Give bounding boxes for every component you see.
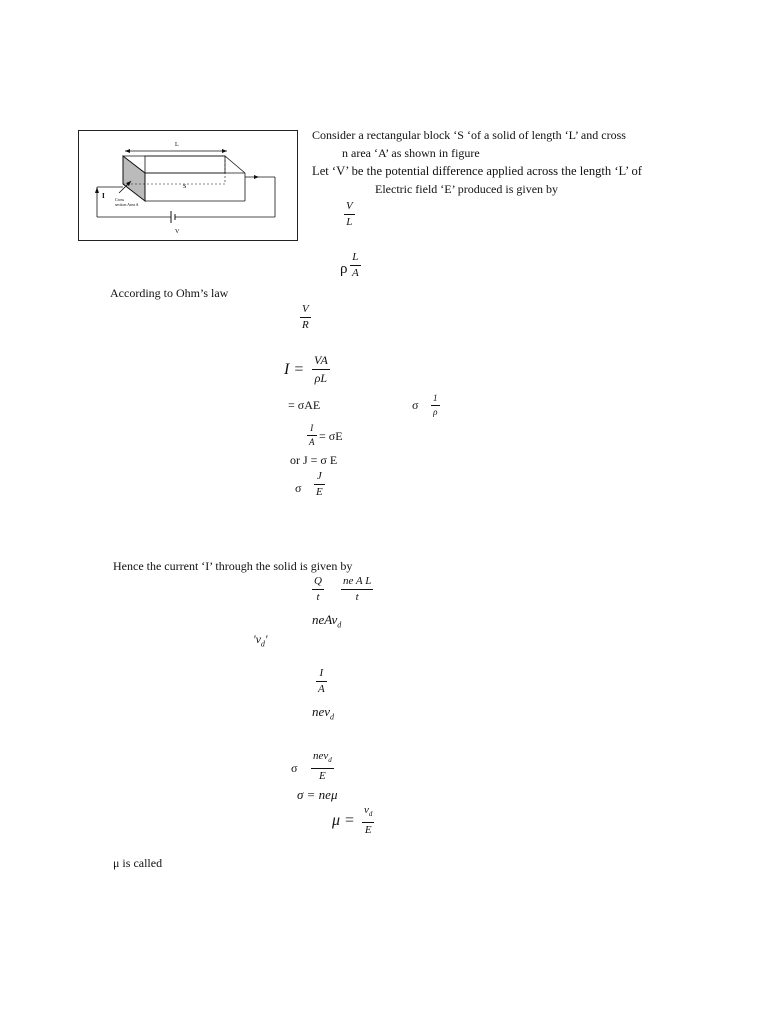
eq-i-lhs: I = (284, 361, 305, 378)
eq-v-over-r-den: R (302, 319, 309, 331)
eq-one-over-rho (431, 393, 440, 418)
eq-sigma-ae: = σAE (288, 398, 321, 412)
paragraph-line-2: n area ‘A’ as shown in figure (342, 146, 480, 160)
figure-rectangular-block (78, 130, 298, 241)
eq-one-num: 1 (433, 393, 438, 403)
eq-l-over-a-den: A (352, 267, 359, 279)
eq-i-over-a-den: A (309, 437, 315, 447)
eq-nevd (312, 704, 334, 722)
eq-neal-over-t (341, 575, 373, 604)
eq-sigma-symbol-2: σ (295, 481, 302, 495)
eq-v-over-l (344, 200, 355, 229)
paragraph-line-1: Consider a rectangular block ‘S ‘of a solid of length ‘L’ and cross (312, 128, 626, 142)
eq-e3-den: E (364, 824, 372, 837)
eq-vd-num-sub: d (368, 810, 373, 819)
label-V: V (175, 229, 180, 235)
eq-l-over-a-num: L (352, 251, 359, 263)
paragraph-line-4: Electric field ‘E’ produced is given by (375, 182, 559, 196)
eq-t2-den: t (355, 591, 359, 603)
eq-vd-text: 'v (253, 632, 261, 646)
eq-j-num: J (316, 470, 322, 482)
eq-v-over-l-den: L (346, 216, 353, 228)
ohm-law-text: According to Ohm’s law (110, 286, 229, 300)
eq-rhol-den: ρL (314, 371, 328, 385)
hence-text: Hence the current ‘I’ through the solid is given by (113, 559, 353, 573)
eq-va-num: VA (314, 353, 328, 367)
eq-neal-num: ne A L (343, 575, 372, 587)
eq-i-over-a-num: I (310, 423, 314, 433)
eq-t-den: t (316, 591, 320, 603)
label-cross-2: section Area A (115, 202, 139, 207)
eq-v-over-l-num: V (346, 200, 353, 212)
eq-neavd (312, 612, 341, 630)
eq-neavd-text: neAv (312, 612, 338, 627)
eq-vd-over-e (362, 804, 374, 837)
label-cross-1: Cross (115, 197, 125, 202)
eq-i2-num: I (319, 667, 324, 679)
eq-va-over-rhol (312, 353, 330, 386)
eq-sigma-nemu: σ = neμ (297, 787, 338, 802)
label-I: I (102, 192, 105, 200)
eq-vd-tail: ' (264, 632, 268, 646)
eq-j-sigma-e: or J = σ E (290, 453, 338, 467)
block-diagram (79, 131, 299, 242)
eq-nevd-sub: d (330, 712, 335, 722)
eq-nevd-over-e (311, 750, 334, 783)
eq-a2-den: A (318, 683, 325, 695)
eq-sigma-symbol-1: σ (412, 398, 419, 412)
eq-rho-symbol: ρ (340, 261, 348, 277)
eq-nevd-num-sub: d (328, 756, 332, 765)
eq-vd-num-text: v (364, 804, 369, 816)
eq-neavd-sub: d (337, 620, 342, 630)
eq-q-num: Q (314, 575, 322, 587)
eq-v-over-r (300, 303, 311, 332)
eq-e2-den: E (319, 770, 326, 783)
eq-i-over-a-2 (316, 667, 327, 696)
eq-v-over-r-num: V (302, 303, 309, 315)
eq-vd-sub: d (260, 639, 265, 649)
eq-vd-quoted (253, 632, 267, 648)
eq-rho-den: ρ (433, 407, 438, 417)
eq-nevd-num-text: nev (313, 750, 329, 762)
eq-i-over-a (307, 423, 317, 448)
eq-vd-num (362, 804, 374, 821)
label-S: S (183, 184, 187, 190)
eq-q-over-t (312, 575, 324, 604)
eq-j-over-e (314, 470, 325, 499)
eq-sigma-symbol-3: σ (291, 761, 298, 775)
eq-nevd-text: nev (312, 704, 331, 719)
eq-mu-lhs: μ = (332, 812, 355, 829)
mu-called-text: μ is called (113, 856, 163, 870)
eq-e-den: E (316, 486, 323, 498)
label-L: L (175, 142, 179, 148)
eq-l-over-a (350, 251, 361, 280)
paragraph-line-3: Let ‘V’ be the potential difference applied across the length ‘L’ of (312, 164, 642, 178)
eq-nevd-num (311, 750, 334, 767)
eq-equals-sigma-e: = σE (319, 429, 343, 443)
